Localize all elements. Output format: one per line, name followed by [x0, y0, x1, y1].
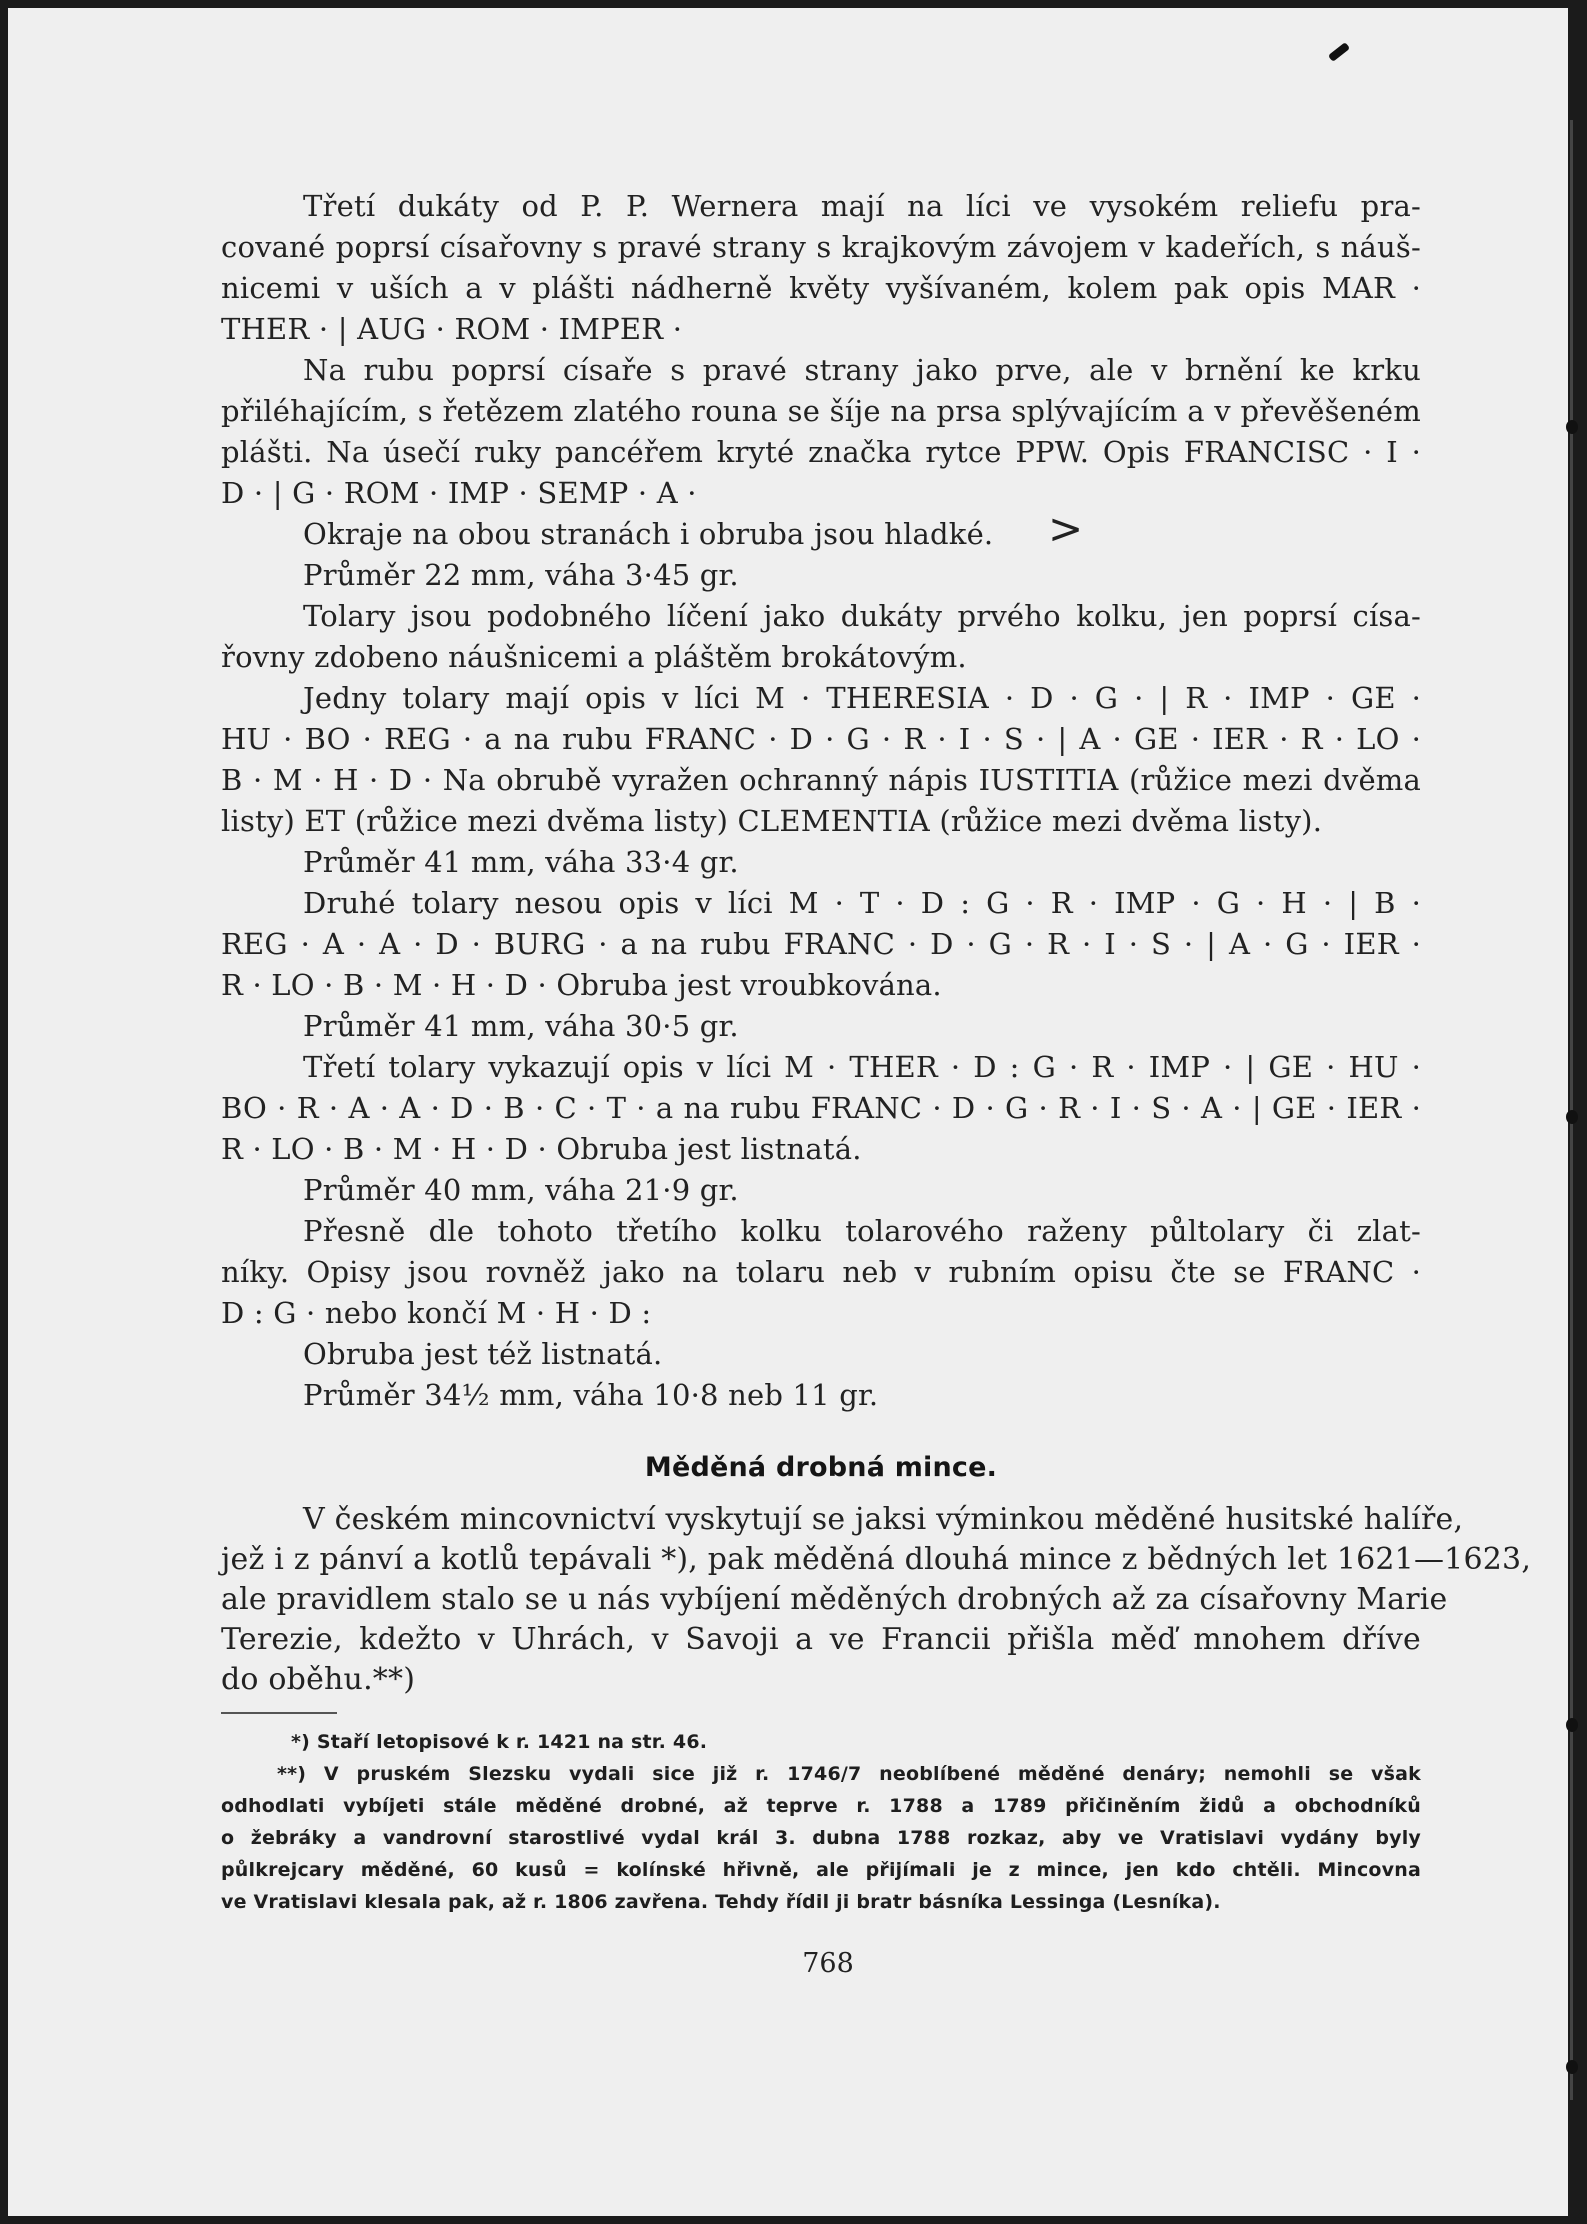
text-line: do oběhu.**)	[221, 1662, 416, 1697]
text-line: V českém mincovnictví vyskytují se jaksi výminkou měděné husitské halíře,	[303, 1502, 1464, 1537]
footnote-line: **) V pruském Slezsku vydali sice již r. 1746/7 neoblíbené měděné denáry; nemohli se však	[277, 1763, 1421, 1785]
text-line: BO · R · A · A · D · B · C · T · a na rubu FRANC · D · G · R · I · S · A · | GE · IER ·	[221, 1091, 1421, 1125]
binding-hole	[1566, 420, 1578, 434]
text-line: Třetí tolary vykazují opis v líci M · THER · D : G · R · IMP · | GE · HU ·	[303, 1050, 1421, 1084]
text-line: Průměr 40 mm, váha 21·9 gr.	[303, 1173, 739, 1207]
text-line: Terezie, kdežto v Uhrách, v Savoji a ve Francii přišla měď mnohem dříve	[221, 1622, 1421, 1657]
text-line: níky. Opisy jsou rovněž jako na tolaru neb v rubním opisu čte se FRANC ·	[221, 1255, 1421, 1289]
scanned-page	[8, 8, 1568, 2216]
text-line: Přesně dle tohoto třetího kolku tolarového raženy půltolary či zlat-	[303, 1214, 1421, 1248]
text-line: Druhé tolary nesou opis v líci M · T · D : G · R · IMP · G · H · | B ·	[303, 886, 1421, 920]
text-line: Průměr 41 mm, váha 33·4 gr.	[303, 845, 739, 879]
text-line: Třetí dukáty od P. P. Wernera mají na líci ve vysokém reliefu pra-	[303, 189, 1421, 223]
footnote-line: půlkrejcary měděné, 60 kusů = kolínské hřivně, ale přijímali je z mince, jen kdo chtěli. Mincovna	[221, 1859, 1421, 1881]
ink-mark	[1328, 42, 1350, 62]
text-line: D : G · nebo končí M · H · D :	[221, 1296, 652, 1330]
paragraph-copper-coins	[221, 1500, 1532, 1700]
page-text	[221, 186, 1532, 1918]
binding-hole	[1566, 1718, 1578, 1732]
text-line: Tolary jsou podobného líčení jako dukáty prvého kolku, jen poprsí císa-	[303, 599, 1421, 633]
footnote-divider	[221, 1712, 337, 1714]
text-line: THER · | AUG · ROM · IMPER ·	[221, 312, 683, 346]
text-line: Okraje na obou stranách i obruba jsou hladké.	[303, 517, 994, 551]
text-line: jež i z pánví a kotlů tepávali *), pak měděná dlouhá mince z bědných let 1621—1623,	[221, 1542, 1532, 1577]
footnote-line: odhodlati vybíjeti stále měděné drobné, až teprve r. 1788 a 1789 přičiněním židů a obchodníků	[221, 1795, 1421, 1817]
text-line: REG · A · A · D · BURG · a na rubu FRANC · D · G · R · I · S · | A · G · IER ·	[221, 927, 1421, 961]
text-line: plášti. Na úsečí ruky pancéřem kryté značka rytce PPW. Opis FRANCISC · I ·	[221, 435, 1421, 469]
text-line: Jedny tolary mají opis v líci M · THERESIA · D · G · | R · IMP · GE ·	[303, 681, 1421, 715]
margin-mark: >	[1048, 504, 1084, 553]
text-line: Na rubu poprsí císaře s pravé strany jako prve, ale v brnění ke krku	[303, 353, 1421, 387]
text-line: HU · BO · REG · a na rubu FRANC · D · G · R · I · S · | A · GE · IER · R · LO ·	[221, 722, 1421, 756]
paragraph-half-tolary	[221, 1211, 1421, 1334]
text-line: cované poprsí císařovny s pravé strany s krajkovým závojem v kadeřích, s náuš-	[221, 230, 1421, 264]
section-heading: Měděná drobná mince.	[644, 1452, 998, 1483]
text-line: D · | G · ROM · IMP · SEMP · A ·	[221, 476, 697, 510]
text-line: Průměr 34½ mm, váha 10·8 neb 11 gr.	[303, 1378, 879, 1412]
paragraph-second-tolary	[221, 883, 1421, 1006]
text-line: Průměr 22 mm, váha 3·45 gr.	[303, 558, 739, 592]
footnotes	[221, 1726, 1421, 1918]
footnote-line: ve Vratislavi klesala pak, až r. 1806 zavřena. Tehdy řídil ji bratr básníka Lessinga (Lesníka).	[221, 1891, 1221, 1913]
text-line: Průměr 41 mm, váha 30·5 gr.	[303, 1009, 739, 1043]
text-line: R · LO · B · M · H · D · Obruba jest vroubkována.	[221, 968, 942, 1002]
footnote-line: *) Staří letopisové k r. 1421 na str. 46.	[291, 1731, 708, 1753]
text-line: přiléhajícím, s řetězem zlatého rouna se šíje na prsa splývajícím a v převěšeném	[221, 394, 1421, 428]
text-line: řovny zdobeno náušnicemi a pláštěm brokátovým.	[221, 640, 967, 674]
paragraph-third-tolary	[221, 1047, 1421, 1170]
text-line: listy) ET (růžice mezi dvěma listy) CLEMENTIA (růžice mezi dvěma listy).	[221, 804, 1323, 838]
text-line: Obruba jest též listnatá.	[303, 1337, 663, 1371]
footnote-line: o žebráky a vandrovní starostlivé vydal král 3. dubna 1788 rozkaz, aby ve Vratislavi vydány byly	[221, 1827, 1421, 1849]
paragraph-third-ducats	[221, 186, 1421, 350]
paragraph-first-tolary	[221, 678, 1421, 842]
binding-hole	[1566, 1110, 1578, 1124]
text-line: B · M · H · D · Na obrubě vyražen ochranný nápis IUSTITIA (růžice mezi dvěma	[221, 763, 1421, 797]
text-line: R · LO · B · M · H · D · Obruba jest listnatá.	[221, 1132, 862, 1166]
paragraph-reverse	[221, 350, 1421, 514]
paragraph-tolary	[221, 596, 1421, 678]
binding-hole	[1566, 2060, 1578, 2074]
text-line: ale pravidlem stalo se u nás vybíjení měděných drobných až za císařovny Marie	[221, 1582, 1448, 1617]
page-number: 768	[802, 1948, 854, 1979]
text-line: nicemi v uších a v plášti nádherně květy vyšívaném, kolem pak opis MAR ·	[221, 271, 1421, 305]
